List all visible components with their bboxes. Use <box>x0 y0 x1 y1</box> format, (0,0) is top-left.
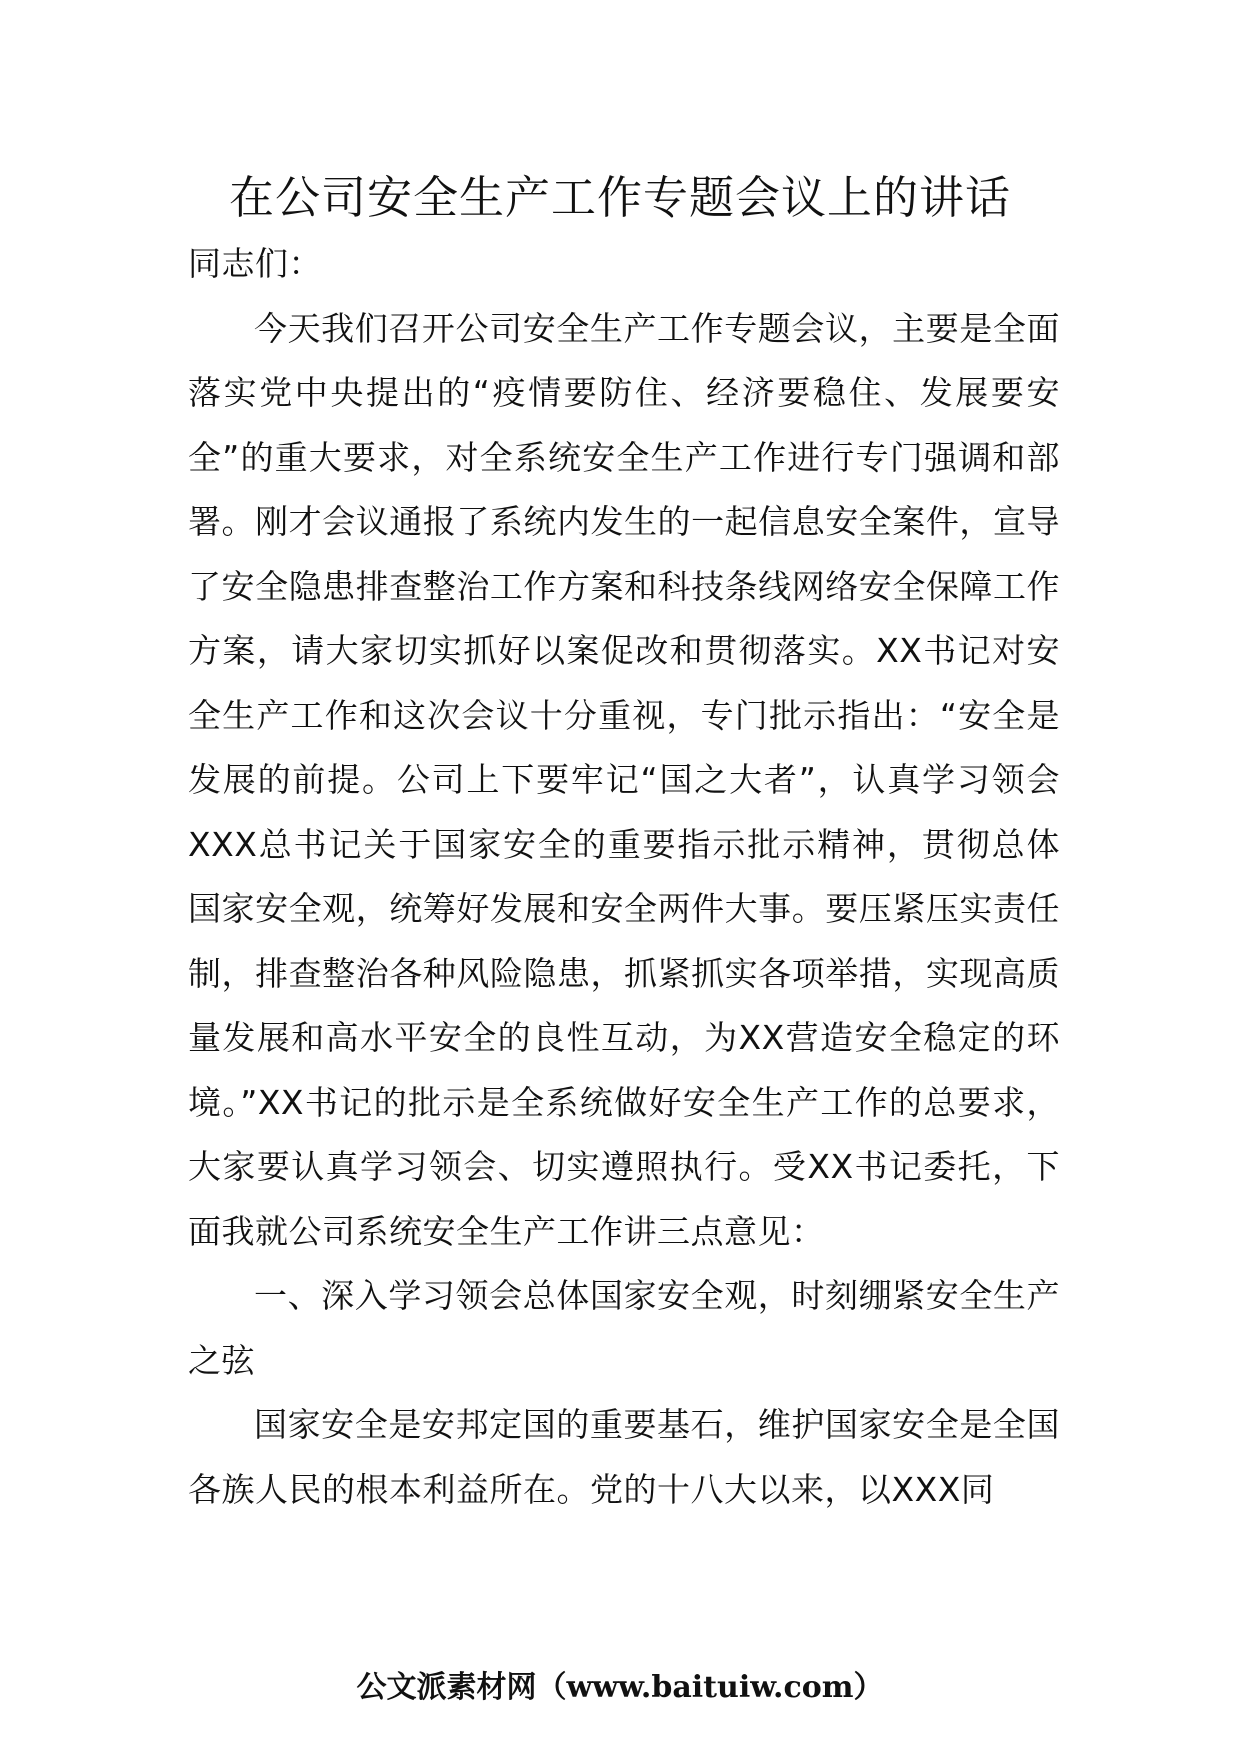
paragraph-section-1: 国家安全是安邦定国的重要基石，维护国家安全是全国各族人民的根本利益所在。党的十八大以来，以XXX同 <box>188 1405 1060 1509</box>
section-heading-1: 一、深入学习领会总体国家安全观，时刻绷紧安全生产之弦 <box>188 1276 1060 1380</box>
footer-watermark: 公文派素材网（www.baituiw.com） <box>356 1670 884 1705</box>
paragraph-intro: 今天我们召开公司安全生产工作专题会议，主要是全面落实党中央提出的“疫情要防住、经济要稳住、发展要安全”的重大要求，对全系统安全生产工作进行专门强调和部署。刚才会议通报了系统内发生的一起信息安全案件，宣导了安全隐患排查整治工作方案和科技条线网络安全保障工作方案，请大家切实抓好以案促改和贯彻落实。XX书记对安全生产工作和这次会议十分重视，专门批示指出：“安全是发展的前提。公司上下要牢记“国之大者”，认真学习领会XXX总书记关于国家安全的重要指示批示精神，贯彻总体国家安全观，统筹好发展和安全两件大事。要压紧压实责任制，排查整治各种风险隐患，抓紧抓实各项举措，实现高质量发展和高水平安全的良性互动，为XX营造安全稳定的环境。”XX书记的批示是全系统做好安全生产工作的总要求，大家要认真学习领会、切实遵照执行。受XX书记委托，下面我就公司系统安全生产工作讲三点意见： <box>188 308 1060 1251</box>
salutation: 同志们： <box>188 244 322 283</box>
document-title: 在公司安全生产工作专题会议上的讲话 <box>228 171 1011 224</box>
document-body <box>188 232 1060 1522</box>
